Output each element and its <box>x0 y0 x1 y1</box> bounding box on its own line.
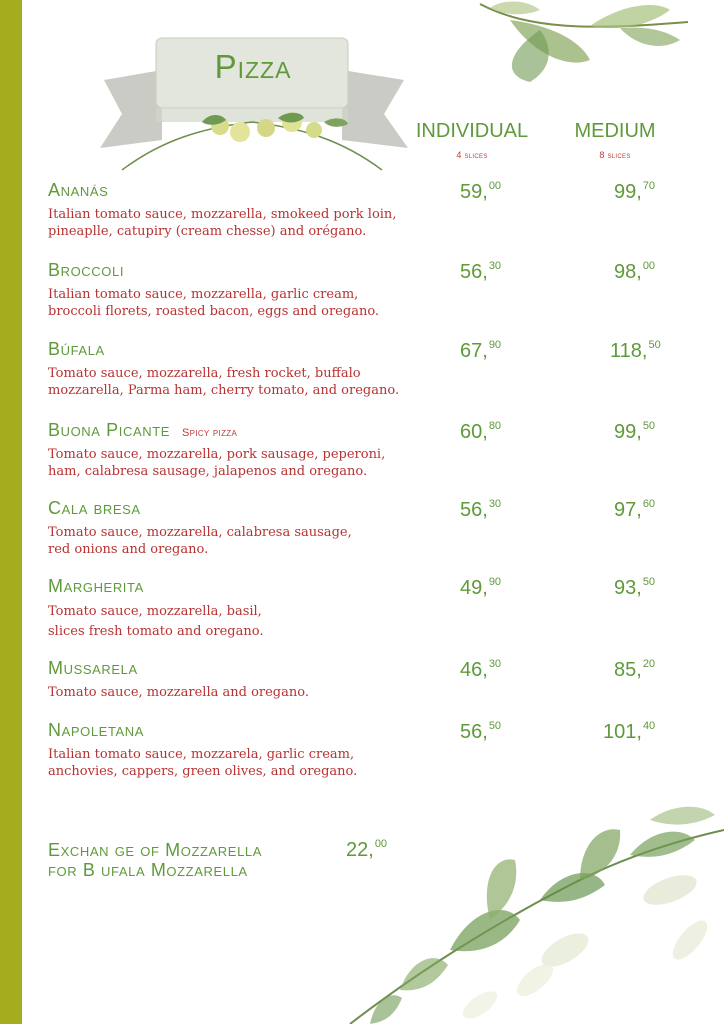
item-description <box>48 365 428 399</box>
item-description <box>48 446 428 480</box>
price-medium: 101,40 <box>603 720 656 743</box>
item-description <box>48 602 428 642</box>
description-line: Italian tomato sauce, mozzarela, garlic cream, <box>48 747 355 762</box>
exchange-line-1: Exchan ge of Mozzarella <box>48 840 262 860</box>
description-line: Tomato sauce, mozzarella, pork sausage, peperoni, <box>48 447 386 462</box>
item-name: Cala bresa <box>48 498 141 518</box>
price-individual: 67,90 <box>460 339 502 362</box>
price-medium: 97,60 <box>614 498 656 521</box>
price-individual: 46,30 <box>460 658 502 681</box>
price-individual: 56,50 <box>460 720 502 743</box>
item-description <box>48 286 428 320</box>
description-line: anchovies, cappers, green olives, and oregano. <box>48 764 358 779</box>
price-medium: 99,70 <box>614 180 656 203</box>
column-heading-individual: INDIVIDUAL <box>415 120 529 142</box>
description-line: slices fresh tomato and oregano. <box>48 624 264 639</box>
price-individual: 49,90 <box>460 576 502 599</box>
description-line: Italian tomato sauce, mozzarella, garlic cream, <box>48 287 359 302</box>
column-sub-medium: 8 slices <box>599 150 631 160</box>
column-heading-medium: MEDIUM <box>574 120 656 142</box>
description-line: Tomato sauce, mozzarella, fresh rocket, buffalo <box>48 366 361 381</box>
item-name: Margherita <box>48 576 144 596</box>
exchange-line-2: for B ufala Mozzarella <box>48 860 248 880</box>
price-medium: 118,50 <box>610 339 661 362</box>
price-medium: 93,50 <box>614 576 656 599</box>
menu-title: Pizza <box>214 48 292 85</box>
description-line: Italian tomato sauce, mozzarella, smokeed pork loin, <box>48 207 397 222</box>
price-medium: 99,50 <box>614 420 656 443</box>
item-name: Buona Picante Spicy pizza <box>48 420 238 440</box>
side-color-bar <box>0 0 22 1024</box>
description-line: Tomato sauce, mozzarella, calabresa sausage, <box>48 525 352 540</box>
mozzarella-exchange-note <box>48 840 262 880</box>
description-line: Tomato sauce, mozzarella and oregano. <box>48 685 309 700</box>
price-individual: 56,30 <box>460 498 502 521</box>
description-line: pineaplle, catupiry (cream chesse) and orégano. <box>48 224 367 239</box>
description-line: red onions and oregano. <box>48 542 209 557</box>
price-medium: 85,20 <box>614 658 656 681</box>
price-individual: 56,30 <box>460 260 502 283</box>
column-sub-individual: 4 slices <box>456 150 488 160</box>
item-name: Búfala <box>48 339 105 359</box>
price-individual: 60,80 <box>460 420 502 443</box>
item-name: Broccoli <box>48 260 125 280</box>
description-line: mozzarella, Parma ham, cherry tomato, and oregano. <box>48 383 400 398</box>
description-line: broccoli florets, roasted bacon, eggs and oregano. <box>48 304 380 319</box>
item-description <box>48 524 428 558</box>
item-description <box>48 206 428 240</box>
item-description <box>48 684 428 701</box>
item-name: Napoletana <box>48 720 145 740</box>
leaf-branch-bottom-decoration <box>330 800 724 1024</box>
leaf-branch-top-decoration <box>470 0 700 90</box>
price-medium: 98,00 <box>614 260 656 283</box>
description-line: Tomato sauce, mozzarella, basil, <box>48 604 262 619</box>
item-name: Mussarela <box>48 658 138 678</box>
item-name: Ananás <box>48 180 109 200</box>
price-individual: 59,00 <box>460 180 502 203</box>
description-line: ham, calabresa sausage, jalapenos and oregano. <box>48 464 368 479</box>
exchange-price: 22,00 <box>346 838 388 861</box>
item-description <box>48 746 428 780</box>
item-tag: Spicy pizza <box>182 427 238 439</box>
